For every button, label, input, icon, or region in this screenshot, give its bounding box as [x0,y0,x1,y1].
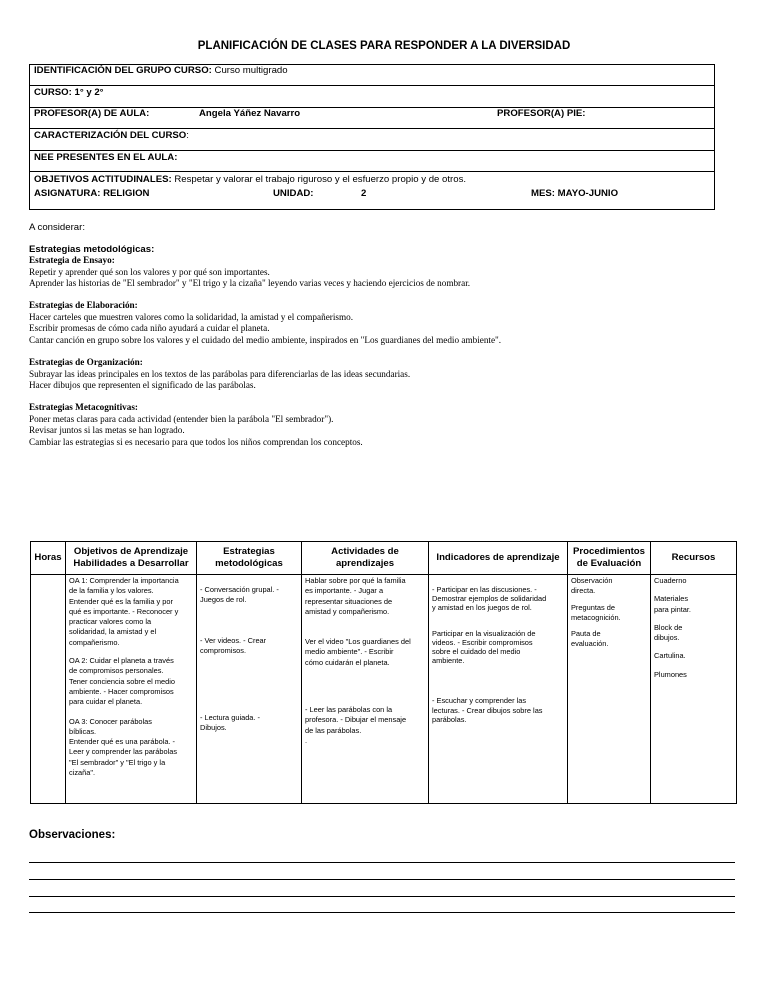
group-row [30,65,714,86]
objective-line: compañerismo. [69,637,120,647]
activity-line: Hablar sobre por qué la familia [305,576,406,585]
subject-label: ASIGNATURA: RELIGION [34,188,150,199]
objective-line: Tener conciencia sobre el medio [69,676,175,686]
indicator-line: - Participar en las discusiones. - [432,585,537,594]
activities-cell [302,575,429,804]
activity-line: profesora. - Dibujar el mensaje [305,715,407,725]
group-value: Curso multigrado [211,65,288,76]
table-row [31,575,737,804]
rehearsal-strategy-heading: Estrategia de Ensayo: [29,255,115,265]
header-objectives-line: Objetivos de Aprendizaje [73,546,189,557]
metacognitive-strategy-section [29,402,363,448]
strategy-line: - Conversación grupal. - [200,585,279,594]
hours-cell [31,575,66,804]
indicator-line: y amistad en los juegos de rol. [432,603,532,613]
header-activities-line: aprendizajes [335,558,395,569]
objective-line: "El sembrador" y "El trigo y la [69,757,166,767]
activity-line: - Leer las parábolas con la [305,705,393,715]
rehearsal-strategy-section [29,255,470,290]
activity-line: cómo cuidarán el planeta. [305,657,390,667]
indicator-line: parábolas. [432,714,467,724]
metacognitive-strategy-line: Cambiar las estrategias si es necesario para que todos los niños comprendan los conceptos. [29,436,363,447]
resource-line: Cartulina. [654,651,686,661]
evaluation-cell [568,575,651,804]
course-info-box [29,64,715,210]
header-hours [31,542,66,575]
strategies-cell [197,575,302,804]
organization-strategy-line: Hacer dibujos que representen el significado de las parábolas. [29,380,256,391]
characterization-label: CARACTERIZACIÓN DEL CURSO [34,130,187,141]
indicator-line: sobre el cuidado del medio [432,647,521,657]
header-strategies [197,542,302,575]
resource-line: Cuaderno [654,576,687,585]
activity-line: amistad y compañerismo. [305,606,390,616]
organization-strategy-heading: Estrategias de Organización: [29,357,143,367]
metacognitive-strategy-line: Revisar juntos si las metas se han logrado. [29,425,185,436]
resources-cell [651,575,737,804]
strategy-line: Dibujos. [200,723,227,733]
objective-line: cizaña". [69,768,96,778]
objective-line: practicar valores como la [69,617,152,627]
objective-line: Entender qué es la familia y por [69,596,173,606]
unit-label: UNIDAD: [273,188,314,199]
nee-label: NEE PRESENTES EN EL AULA: [34,152,178,163]
organization-strategy-line: Subrayar las ideas principales en los textos de las parábolas para diferenciarlas de las ideas secundarias. [29,368,411,379]
observations-line [29,896,735,897]
evaluation-line: metacognición. [571,612,621,622]
characterization-row [30,129,714,151]
objectives-cell [66,575,197,804]
objective-line: de la familia y los valores. [69,586,154,596]
strategies-heading: Estrategias metodológicas: [29,244,155,255]
strategy-line: - Lectura guiada. - [200,713,260,723]
activity-line: representar situaciones de [305,596,393,606]
activity-line: medio ambiente". - Escribir [305,647,394,657]
teacher-row [30,108,714,129]
activity-line: de las parábolas. [305,725,362,735]
objective-line: OA 2: Cuidar el planeta a través [69,656,174,666]
pie-teacher-label: PROFESOR(A) PIE: [497,108,586,119]
observations-line [29,912,735,913]
characterization-colon: : [186,130,189,141]
objective-line: OA 3: Conocer parábolas [69,716,152,726]
header-evaluation-line: Procedimientos [573,546,645,557]
objective-line: ambiente. - Hacer compromisos [69,686,174,696]
elaboration-strategy-line: Hacer carteles que muestren valores como la solidaridad, la amistad y el compañerismo. [29,311,353,322]
course-row [30,86,714,108]
header-objectives-line: Habilidades a Desarrollar [73,558,189,569]
header-evaluation [568,542,651,575]
indicator-line: - Escuchar y comprender las [432,696,527,706]
header-objectives [66,542,197,575]
indicator-line: ambiente. [432,656,465,666]
unit-value: 2 [361,188,367,199]
rehearsal-strategy-line: Aprender las historias de "El sembrador" y "El trigo y la cizaña" leyendo varias veces y haciendo ejercicios de nombrar. [29,278,471,289]
header-strategies-line: Estrategias [223,546,275,557]
attitudinal-objectives-row [30,172,714,188]
lesson-plan-table [30,541,737,804]
resource-line: para pintar. [654,604,691,614]
considerations-label: A considerar: [29,222,85,233]
activity-line: es importante. - Jugar a [305,586,384,596]
metacognitive-strategy-heading: Estrategias Metacognitivas: [29,402,138,412]
elaboration-strategy-heading: Estrategias de Elaboración: [29,300,138,310]
header-resources-label: Recursos [671,552,716,563]
activity-line: . [305,735,308,745]
indicator-line: Demostrar ejemplos de solidaridad [432,594,547,604]
objective-line: bíblicas. [69,726,97,736]
elaboration-strategy-section [29,300,501,346]
indicator-line: Participar en la visualización de [432,628,536,638]
nee-row [30,151,714,172]
objective-line: Leer y comprender las parábolas [69,747,178,757]
table-header-row [31,542,737,575]
strategy-line: Juegos de rol. [200,595,247,605]
evaluation-line: directa. [571,586,596,596]
evaluation-line: evaluación. [571,639,609,649]
rehearsal-strategy-line: Repetir y aprender qué son los valores y por qué son importantes. [29,266,270,277]
elaboration-strategy-line: Escribir promesas de cómo cada niño ayudará a cuidar el planeta. [29,323,270,334]
header-resources [651,542,737,575]
observations-line [29,879,735,880]
objective-line: para cuidar el planeta. [69,697,143,707]
objective-line: Entender qué es una parábola. - [69,737,176,747]
header-activities-line: Actividades de [331,546,399,557]
indicator-line: lecturas. - Crear dibujos sobre las [432,705,543,715]
evaluation-line: Observación [571,576,613,585]
header-indicators [429,542,568,575]
header-activities [302,542,429,575]
objective-line: OA 1: Comprender la importancia [69,576,179,585]
objective-line: solidaridad, la amistad y el [69,627,157,637]
document-title: PLANIFICACIÓN DE CLASES PARA RESPONDER A LA DIVERSIDAD [197,40,571,52]
evaluation-line: Pauta de [571,629,601,639]
organization-strategy-section [29,357,410,392]
objective-line: qué es importante. - Reconocer y [69,606,179,616]
metacognitive-strategy-line: Poner metas claras para cada actividad (entender bien la parábola "El sembrador"). [29,413,334,424]
header-hours-label: Horas [34,552,62,563]
header-evaluation-line: de Evaluación [576,558,642,569]
resource-line: Materiales [654,594,689,604]
teacher-label: PROFESOR(A) DE AULA: [34,108,150,119]
indicators-cell [429,575,568,804]
resource-line: Block de [654,622,683,632]
teacher-name: Angela Yáñez Navarro [199,108,301,119]
strategy-line: - Ver videos. - Crear [200,635,267,645]
resource-line: Plumones [654,669,687,679]
activity-line: Ver el video "Los guardianes del [305,637,411,647]
header-strategies-line: metodológicas [215,558,283,569]
attitudinal-objectives-label: OBJETIVOS ACTITUDINALES: [34,174,172,185]
objective-line: de compromisos personales. [69,666,164,676]
resource-line: dibujos. [654,633,680,643]
header-indicators-label: Indicadores de aprendizaje [436,552,560,563]
observations-line [29,862,735,863]
strategy-line: compromisos. [200,645,246,655]
attitudinal-objectives-value: Respetar y valorar el trabajo riguroso y el esfuerzo propio y de otros. [171,174,467,185]
observations-label: Observaciones: [29,829,116,841]
course-label: CURSO: 1° y 2° [34,87,104,98]
evaluation-line: Preguntas de [571,602,615,612]
indicator-line: videos. - Escribir compromisos [432,637,533,647]
group-label: IDENTIFICACIÓN DEL GRUPO CURSO: [34,65,212,76]
month-label: MES: MAYO-JUNIO [531,188,619,199]
subject-row [30,188,714,210]
elaboration-strategy-line: Cantar canción en grupo sobre los valores y el cuidado del medio ambiente, inspirados en "Los guardianes del medio ambiente". [29,334,502,345]
